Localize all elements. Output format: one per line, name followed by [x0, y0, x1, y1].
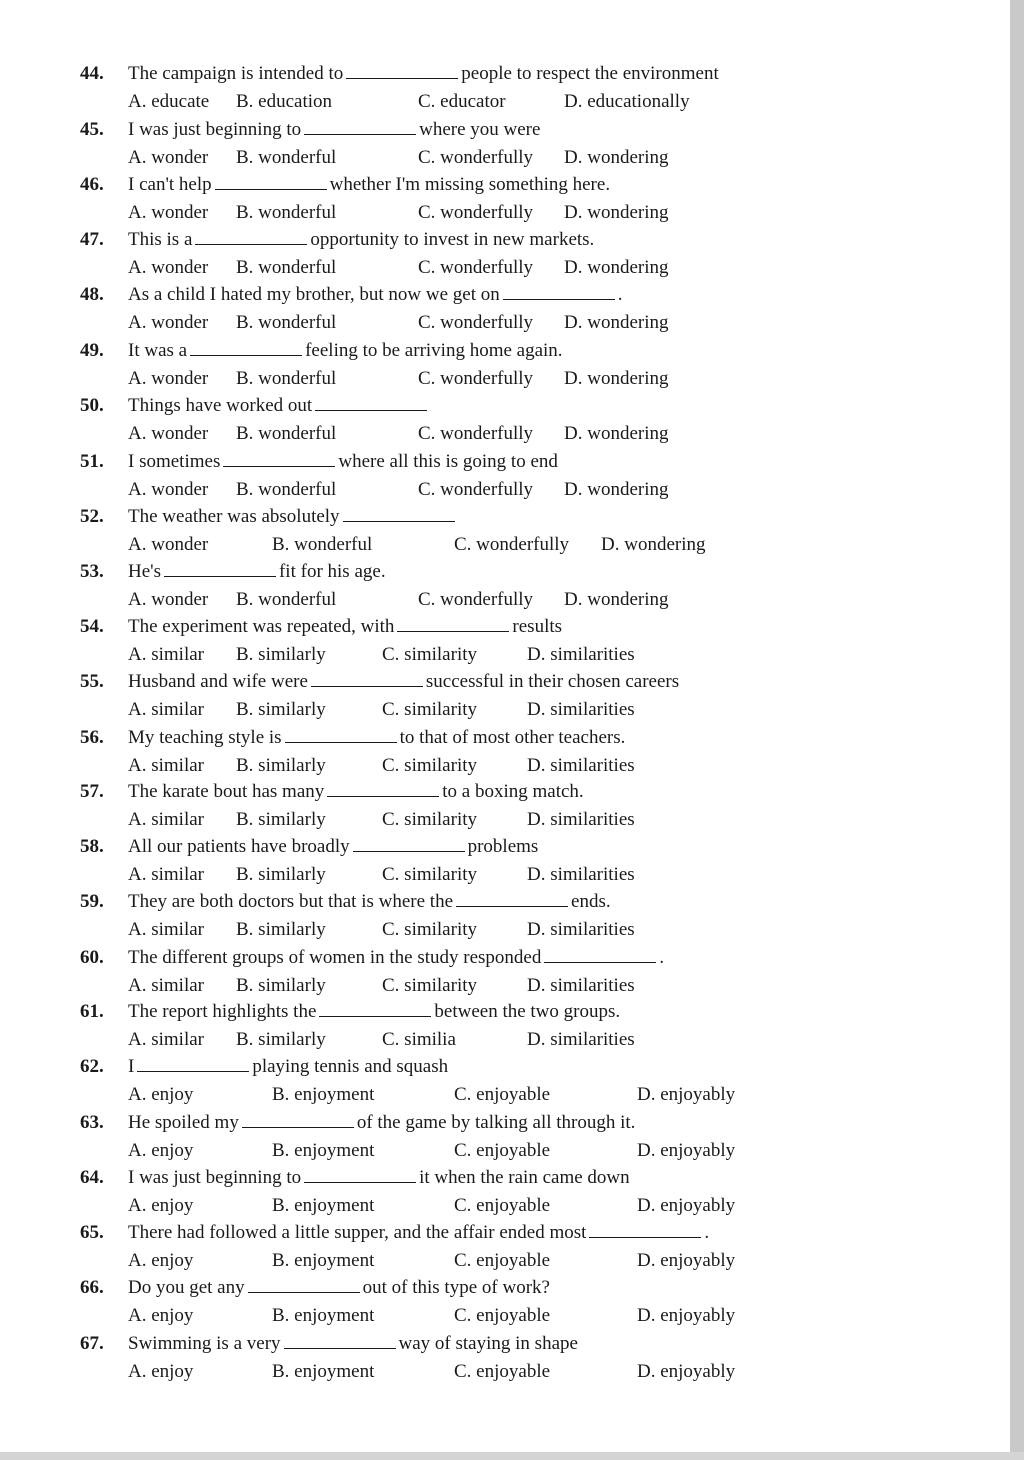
option-b[interactable]: B. wonderful: [236, 257, 337, 278]
question-number: 54.: [80, 616, 104, 637]
question-stem: [128, 1274, 550, 1301]
question-number: 46.: [80, 174, 104, 195]
option-d[interactable]: D. similarities: [527, 975, 635, 996]
answer-blank[interactable]: [343, 503, 455, 522]
answer-blank[interactable]: [304, 1164, 416, 1183]
option-d[interactable]: D. enjoyably: [637, 1305, 736, 1326]
option-b[interactable]: B. enjoyment: [272, 1195, 375, 1216]
option-a[interactable]: A. wonder: [128, 147, 209, 168]
option-a[interactable]: A. enjoy: [128, 1195, 194, 1216]
option-d[interactable]: D. enjoyably: [637, 1250, 736, 1271]
stem-text-before: I: [128, 1056, 135, 1077]
question-stem: [128, 1109, 635, 1136]
stem-text-before: They are both doctors but that is where the: [128, 891, 454, 912]
option-d[interactable]: D. similarities: [527, 644, 635, 665]
question-stem: [128, 944, 664, 971]
option-d[interactable]: D. similarities: [527, 919, 635, 940]
option-c[interactable]: C. similarity: [382, 809, 477, 830]
option-b[interactable]: B. wonderful: [236, 202, 337, 223]
option-d[interactable]: D. wondering: [564, 368, 669, 389]
answer-blank[interactable]: [327, 778, 439, 797]
stem-text-before: The weather was absolutely: [128, 506, 340, 527]
stem-text-after: where all this is going to end: [338, 451, 558, 472]
option-d[interactable]: D. enjoyably: [637, 1195, 736, 1216]
option-a[interactable]: A. enjoy: [128, 1084, 194, 1105]
answer-blank[interactable]: [353, 833, 465, 852]
question-number: 53.: [80, 561, 104, 582]
option-c[interactable]: C. enjoyable: [454, 1361, 551, 1382]
question-stem: [128, 226, 594, 253]
stem-text-after: playing tennis and squash: [252, 1056, 449, 1077]
stem-text-before: It was a: [128, 340, 188, 361]
option-c[interactable]: C. enjoyable: [454, 1140, 551, 1161]
stem-text-before: As a child I hated my brother, but now we get on: [128, 284, 500, 305]
option-d[interactable]: D. similarities: [527, 1029, 635, 1050]
option-c[interactable]: C. wonderfully: [418, 589, 534, 610]
question-stem: [128, 888, 611, 915]
option-b[interactable]: B. wonderful: [236, 479, 337, 500]
stem-text-before: I was just beginning to: [128, 119, 302, 140]
stem-text-after: successful in their chosen careers: [425, 671, 680, 692]
question-number: 58.: [80, 836, 104, 857]
option-d[interactable]: D. wondering: [564, 257, 669, 278]
answer-blank[interactable]: [304, 116, 416, 135]
question-stem: [128, 448, 558, 475]
question-item: [0, 833, 1010, 889]
option-a[interactable]: A. wonder: [128, 534, 209, 555]
option-b[interactable]: B. similarly: [236, 919, 326, 940]
stem-text-after: .: [704, 1222, 710, 1243]
question-stem: [128, 60, 719, 87]
question-number: 61.: [80, 1001, 104, 1022]
question-stem: [128, 1053, 448, 1080]
option-a[interactable]: A. enjoy: [128, 1361, 194, 1382]
option-c[interactable]: C. enjoyable: [454, 1305, 551, 1326]
question-number: 63.: [80, 1112, 104, 1133]
question-item: [0, 558, 1010, 614]
option-c[interactable]: C. wonderfully: [418, 368, 534, 389]
option-d[interactable]: D. wondering: [564, 479, 669, 500]
option-b[interactable]: B. similarly: [236, 809, 326, 830]
option-c[interactable]: C. educator: [418, 91, 506, 112]
stem-text-before: Swimming is a very: [128, 1333, 281, 1354]
question-item: [0, 60, 1010, 116]
stem-text-after: opportunity to invest in new markets.: [310, 229, 595, 250]
option-c[interactable]: C. wonderfully: [418, 312, 534, 333]
question-stem: [128, 392, 430, 419]
option-d[interactable]: D. similarities: [527, 864, 635, 885]
question-number: 45.: [80, 119, 104, 140]
question-number: 55.: [80, 671, 104, 692]
option-c[interactable]: C. similarity: [382, 755, 477, 776]
question-item: [0, 1109, 1010, 1165]
answer-blank[interactable]: [137, 1053, 249, 1072]
stem-text-after: problems: [467, 836, 539, 857]
question-item: [0, 116, 1010, 172]
answer-blank[interactable]: [190, 337, 302, 356]
question-item: [0, 613, 1010, 669]
option-a[interactable]: A. wonder: [128, 479, 209, 500]
option-b[interactable]: B. wonderful: [236, 423, 337, 444]
option-d[interactable]: D. similarities: [527, 755, 635, 776]
stem-text-after: fit for his age.: [278, 561, 386, 582]
option-a[interactable]: A. wonder: [128, 589, 209, 610]
answer-blank[interactable]: [215, 171, 327, 190]
question-item: [0, 448, 1010, 504]
option-a[interactable]: A. similar: [128, 975, 204, 996]
stem-text-after: .: [617, 284, 623, 305]
stem-text-before: The karate bout has many: [128, 781, 325, 802]
question-stem: [128, 1330, 578, 1357]
stem-text-after: between the two groups.: [434, 1001, 621, 1022]
option-b[interactable]: B. similarly: [236, 699, 326, 720]
option-c[interactable]: C. enjoyable: [454, 1195, 551, 1216]
question-number: 65.: [80, 1222, 104, 1243]
question-item: [0, 503, 1010, 559]
option-d[interactable]: D. educationally: [564, 91, 690, 112]
option-a[interactable]: A. wonder: [128, 423, 209, 444]
stem-text-after: ends.: [571, 891, 611, 912]
question-item: [0, 171, 1010, 227]
page-right-edge: [1010, 0, 1024, 1460]
option-d[interactable]: D. enjoyably: [637, 1140, 736, 1161]
option-a[interactable]: A. wonder: [128, 368, 209, 389]
option-b[interactable]: B. enjoyment: [272, 1250, 375, 1271]
option-b[interactable]: B. enjoyment: [272, 1305, 375, 1326]
answer-blank[interactable]: [346, 60, 458, 79]
question-stem: [128, 171, 610, 198]
question-number: 64.: [80, 1167, 104, 1188]
option-a[interactable]: A. educate: [128, 91, 210, 112]
stem-text-before: The report highlights the: [128, 1001, 317, 1022]
option-c[interactable]: C. similarity: [382, 975, 477, 996]
option-a[interactable]: A. enjoy: [128, 1250, 194, 1271]
option-b[interactable]: B. wonderful: [272, 534, 373, 555]
answer-blank[interactable]: [397, 613, 509, 632]
option-c[interactable]: C. wonderfully: [418, 202, 534, 223]
option-b[interactable]: B. wonderful: [236, 368, 337, 389]
question-number: 59.: [80, 891, 104, 912]
option-c[interactable]: C. similarity: [382, 919, 477, 940]
answer-blank[interactable]: [544, 944, 656, 963]
stem-text-before: Things have worked out: [128, 395, 313, 416]
option-b[interactable]: B. similarly: [236, 864, 326, 885]
option-c[interactable]: C. similarity: [382, 644, 477, 665]
option-d[interactable]: D. similarities: [527, 809, 635, 830]
question-item: [0, 226, 1010, 282]
question-number: 48.: [80, 284, 104, 305]
question-stem: [128, 281, 623, 308]
question-item: [0, 1164, 1010, 1220]
question-stem: [128, 668, 679, 695]
stem-text-after: to that of most other teachers.: [399, 727, 626, 748]
question-item: [0, 944, 1010, 1000]
question-stem: [128, 558, 386, 585]
question-stem: [128, 1219, 709, 1246]
stem-text-after: where you were: [419, 119, 541, 140]
stem-text-after: out of this type of work?: [362, 1277, 550, 1298]
option-c[interactable]: C. wonderfully: [418, 147, 534, 168]
option-b[interactable]: B. wonderful: [236, 589, 337, 610]
option-a[interactable]: A. similar: [128, 919, 204, 940]
option-b[interactable]: B. enjoyment: [272, 1361, 375, 1382]
question-number: 56.: [80, 727, 104, 748]
option-a[interactable]: A. similar: [128, 755, 204, 776]
option-b[interactable]: B. enjoyment: [272, 1140, 375, 1161]
stem-text-before: He spoiled my: [128, 1112, 239, 1133]
question-stem: [128, 337, 563, 364]
option-c[interactable]: C. wonderfully: [418, 257, 534, 278]
stem-text-before: All our patients have broadly: [128, 836, 350, 857]
question-item: [0, 998, 1010, 1054]
option-b[interactable]: B. similarly: [236, 755, 326, 776]
stem-text-after: of the game by talking all through it.: [356, 1112, 636, 1133]
option-c[interactable]: C. wonderfully: [418, 423, 534, 444]
option-a[interactable]: A. enjoy: [128, 1305, 194, 1326]
stem-text-before: The campaign is intended to: [128, 63, 344, 84]
stem-text-before: Husband and wife were: [128, 671, 308, 692]
option-b[interactable]: B. similarly: [236, 1029, 326, 1050]
option-c[interactable]: C. enjoyable: [454, 1084, 551, 1105]
question-item: [0, 1219, 1010, 1275]
question-stem: [128, 1164, 630, 1191]
question-stem: [128, 998, 620, 1025]
answer-blank[interactable]: [242, 1109, 354, 1128]
answer-blank[interactable]: [315, 392, 427, 411]
question-item: [0, 668, 1010, 724]
question-item: [0, 337, 1010, 393]
option-d[interactable]: D. wondering: [564, 589, 669, 610]
option-d[interactable]: D. wondering: [564, 423, 669, 444]
stem-text-before: The experiment was repeated, with: [128, 616, 395, 637]
option-c[interactable]: C. wonderfully: [454, 534, 570, 555]
question-number: 51.: [80, 451, 104, 472]
stem-text-after: way of staying in shape: [398, 1333, 578, 1354]
option-c[interactable]: C. wonderfully: [418, 479, 534, 500]
stem-text-before: The different groups of women in the study responded: [128, 947, 542, 968]
stem-text-before: My teaching style is: [128, 727, 282, 748]
option-a[interactable]: A. enjoy: [128, 1140, 194, 1161]
stem-text-before: Do you get any: [128, 1277, 245, 1298]
question-stem: [128, 833, 538, 860]
page-bottom-edge: [0, 1452, 1024, 1460]
option-d[interactable]: D. wondering: [601, 534, 706, 555]
stem-text-before: I can't help: [128, 174, 212, 195]
option-b[interactable]: B. similarly: [236, 644, 326, 665]
stem-text-after: whether I'm missing something here.: [329, 174, 611, 195]
question-number: 57.: [80, 781, 104, 802]
option-a[interactable]: A. wonder: [128, 312, 209, 333]
answer-blank[interactable]: [284, 1330, 396, 1349]
question-stem: [128, 778, 584, 805]
option-d[interactable]: D. enjoyably: [637, 1084, 736, 1105]
stem-text-after: results: [512, 616, 563, 637]
answer-blank[interactable]: [589, 1219, 701, 1238]
stem-text-after: feeling to be arriving home again.: [305, 340, 563, 361]
question-number: 60.: [80, 947, 104, 968]
option-b[interactable]: B. wonderful: [236, 147, 337, 168]
question-number: 67.: [80, 1333, 104, 1354]
option-a[interactable]: A. similar: [128, 699, 204, 720]
question-item: [0, 724, 1010, 780]
answer-blank[interactable]: [456, 888, 568, 907]
option-c[interactable]: C. similarity: [382, 864, 477, 885]
stem-text-after: to a boxing match.: [442, 781, 584, 802]
answer-blank[interactable]: [503, 281, 615, 300]
answer-blank[interactable]: [285, 724, 397, 743]
answer-blank[interactable]: [319, 998, 431, 1017]
option-a[interactable]: A. similar: [128, 809, 204, 830]
stem-text-before: I was just beginning to: [128, 1167, 302, 1188]
option-b[interactable]: B. similarly: [236, 975, 326, 996]
option-c[interactable]: C. similarity: [382, 699, 477, 720]
option-b[interactable]: B. enjoyment: [272, 1084, 375, 1105]
option-d[interactable]: D. wondering: [564, 202, 669, 223]
answer-blank[interactable]: [195, 226, 307, 245]
answer-blank[interactable]: [248, 1274, 360, 1293]
stem-text-before: He's: [128, 561, 161, 582]
option-a[interactable]: A. similar: [128, 864, 204, 885]
question-number: 49.: [80, 340, 104, 361]
question-item: [0, 1274, 1010, 1330]
option-b[interactable]: B. wonderful: [236, 312, 337, 333]
stem-text-after: .: [659, 947, 665, 968]
option-a[interactable]: A. wonder: [128, 202, 209, 223]
question-item: [0, 281, 1010, 337]
question-stem: [128, 116, 540, 143]
stem-text-before: I sometimes: [128, 451, 221, 472]
question-number: 50.: [80, 395, 104, 416]
question-stem: [128, 503, 458, 530]
question-item: [0, 1053, 1010, 1109]
option-a[interactable]: A. similar: [128, 1029, 204, 1050]
question-item: [0, 1330, 1010, 1386]
question-number: 66.: [80, 1277, 104, 1298]
option-d[interactable]: D. wondering: [564, 147, 669, 168]
option-d[interactable]: D. enjoyably: [637, 1361, 736, 1382]
question-item: [0, 888, 1010, 944]
answer-blank[interactable]: [311, 668, 423, 687]
question-number: 47.: [80, 229, 104, 250]
option-c[interactable]: C. similia: [382, 1029, 456, 1050]
option-a[interactable]: A. similar: [128, 644, 204, 665]
question-number: 62.: [80, 1056, 104, 1077]
option-a[interactable]: A. wonder: [128, 257, 209, 278]
option-d[interactable]: D. similarities: [527, 699, 635, 720]
stem-text-after: it when the rain came down: [419, 1167, 630, 1188]
question-item: [0, 778, 1010, 834]
option-d[interactable]: D. wondering: [564, 312, 669, 333]
answer-blank[interactable]: [164, 558, 276, 577]
question-item: [0, 392, 1010, 448]
answer-blank[interactable]: [223, 448, 335, 467]
question-number: 44.: [80, 63, 104, 84]
question-number: 52.: [80, 506, 104, 527]
stem-text-before: This is a: [128, 229, 193, 250]
option-c[interactable]: C. enjoyable: [454, 1250, 551, 1271]
option-b[interactable]: B. education: [236, 91, 333, 112]
stem-text-before: There had followed a little supper, and the affair ended most: [128, 1222, 587, 1243]
question-stem: [128, 613, 562, 640]
question-stem: [128, 724, 625, 751]
stem-text-after: people to respect the environment: [461, 63, 719, 84]
